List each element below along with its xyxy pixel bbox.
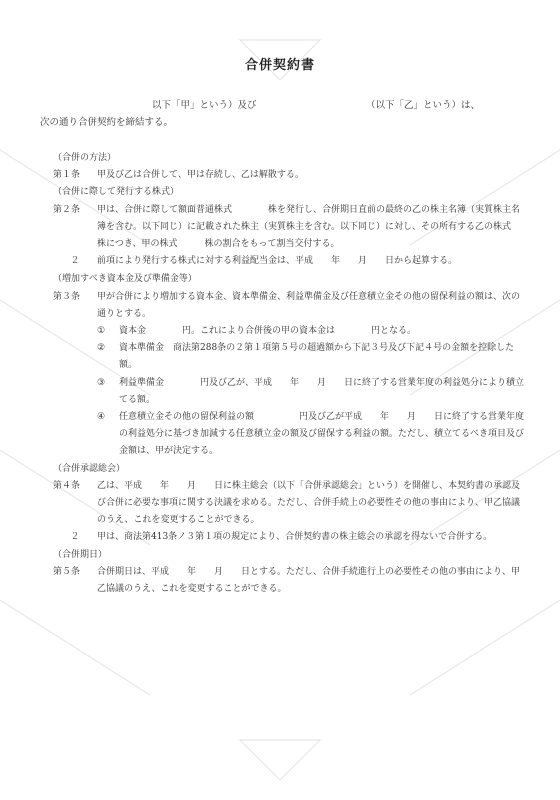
article-number: 第５条 — [53, 566, 81, 577]
document-title: 合併契約書 — [244, 58, 315, 73]
article-3-item-2 — [97, 340, 525, 374]
article-number: 第４条 — [53, 480, 81, 491]
article-3 — [53, 289, 525, 323]
article-text: 甲及び乙は合併して、甲は存続し、乙は解散する。 — [97, 170, 304, 181]
article-number: 第３条 — [53, 291, 81, 302]
paragraph-text: 前項により発行する株式に対する利益配当金は、平成 年 月 日から起算する。 — [97, 256, 458, 267]
intro-line-2: 次の通り合併契約を締結する。 — [40, 117, 174, 128]
paragraph-text: 甲は、商法第413条ノ３第１項の規定により、合併契約書の株主総会の承認を得ないで合併する。 — [97, 532, 493, 543]
section-heading-capital-increase: （増加すべき資本金及び準備金等） — [53, 274, 197, 285]
intro-line-1 — [40, 97, 520, 114]
intro-party-b: （以下「乙」という）は、 — [366, 100, 481, 111]
article-2 — [53, 202, 557, 254]
intro-block — [40, 97, 520, 131]
section-heading-merger-date: （合併期日） — [53, 549, 108, 560]
item-marker: ③ — [97, 377, 106, 388]
paragraph-number: ２ — [70, 532, 80, 543]
article-5 — [53, 564, 525, 598]
item-text: 利益準備金 円及び乙が、平成 年 月 日に終了する営業年度の利益処分により積立てる額。 — [119, 377, 525, 405]
item-text: 資本準備金 商法第288条の２第１項第５号の超過額から下記３号及び下記４号の金額を控除した額。 — [119, 343, 515, 371]
article-3-item-1 — [97, 323, 525, 340]
section-heading-approval-meeting: （合併承認総会） — [53, 463, 126, 474]
article-number: 第１条 — [53, 170, 81, 181]
article-number: 第２条 — [53, 204, 81, 215]
item-marker: ④ — [97, 412, 106, 423]
article-3-item-4 — [97, 409, 525, 461]
contract-body — [53, 150, 557, 598]
article-text: 甲は、合併に際して額面普通株式 株を発行し、合併期日直前の最終の乙の株主名簿（実質株主名簿を含む。以下同じ）に記載された株主（実質株主を含む。以下同じ）に対し、その所有する乙の株式 株につき、甲の株式 株の割合をもって割当交付する。 — [97, 204, 557, 250]
article-3-item-3 — [97, 375, 525, 409]
section-heading-share-issuance: （合併に際して発行する株式） — [53, 187, 180, 198]
paragraph-number: ２ — [70, 256, 80, 267]
article-2-paragraph-2 — [53, 253, 525, 270]
article-1 — [53, 167, 525, 184]
item-text: 資本金 円。これにより合併後の甲の資本金は 円となる。 — [119, 326, 417, 337]
article-4 — [53, 478, 525, 530]
article-text: 合併期日は、平成 年 月 日とする。ただし、合併手続進行上の必要性その他の事由により、甲乙協議のうえ、これを変更することができる。 — [97, 566, 521, 595]
article-4-paragraph-2 — [53, 529, 525, 546]
item-text: 任意積立金その他の留保利益の額 円及び乙が平成 年 月 日に終了する営業年度の利益処分に基づき加減する任意積立金の額及び留保する利益の額。ただし、積立てるべき項目及び金額は、甲が決定する。 — [119, 412, 525, 457]
article-text: 乙は、平成 年 月 日に株主総会（以下「合併承認総会」という）を開催し、本契約書の承認及び合併に必要な事項に関する決議を求める。ただし、合併手続上の必要性その他の事由により、甲乙協議のうえ、これを変更することができる。 — [97, 480, 521, 526]
article-text: 甲が合併により増加する資本金、資本準備金、利益準備金及び任意積立金その他の留保利益の額は、次の通りとする。 — [97, 291, 521, 319]
intro-party-a: 以下「甲」という）及び — [152, 100, 257, 111]
section-heading-merger-method: （合併の方法） — [53, 153, 117, 163]
item-marker: ② — [97, 343, 106, 354]
item-marker: ① — [97, 326, 106, 337]
